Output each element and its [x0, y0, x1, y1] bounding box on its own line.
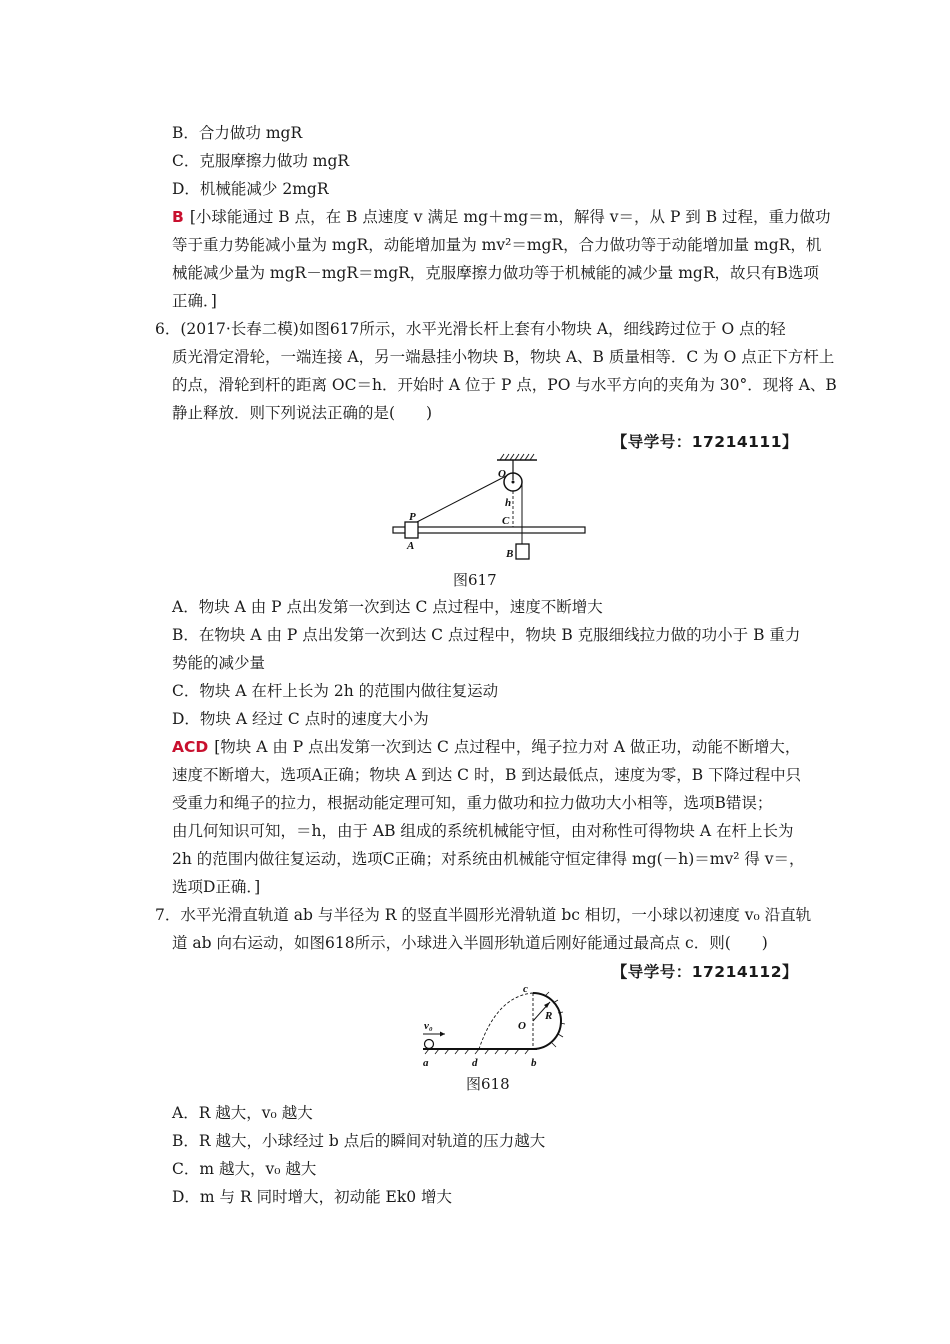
q6-stem-line: 静止释放．则下列说法正确的是( ) — [172, 404, 433, 422]
label-d: d — [472, 1057, 478, 1069]
q5-explanation-line: 等于重力势能减小量为 mgR，动能增加量为 mv²＝mgR，合力做功等于动能增加量 mgR，机 — [172, 236, 822, 254]
label-r: R — [545, 1010, 553, 1022]
q5-explanation-line: 正确．] — [172, 292, 217, 310]
q6-option-d: D．物块 A 经过 C 点时的速度大小为 — [172, 710, 429, 728]
label-v0: v₀ — [424, 1020, 433, 1032]
q7-option-a: A．R 越大，v₀ 越大 — [172, 1104, 313, 1122]
q5-option-c: C．克服摩擦力做功 mgR — [172, 152, 350, 170]
figure-617 — [385, 450, 595, 565]
label-a: a — [423, 1057, 429, 1069]
q7-option-c: C．m 越大，v₀ 越大 — [172, 1160, 317, 1178]
q5-explanation-text: [小球能通过 B 点，在 B 点速度 v 满足 mg＋mg＝m，解得 v＝，从 P 到 B 过程，重力做功 — [189, 208, 831, 226]
label-b: b — [531, 1057, 537, 1069]
label-p: P — [409, 511, 416, 523]
q5-option-d: D．机械能减少 2mgR — [172, 180, 329, 198]
label-b: B — [506, 548, 514, 560]
label-c: C — [502, 515, 510, 527]
q7-stem-line: 道 ab 向右运动，如图618所示，小球进入半圆形轨道后刚好能通过最高点 c．则( ) — [172, 934, 768, 952]
q7-stem-line: 7．水平光滑直轨道 ab 与半径为 R 的竖直半圆形光滑轨道 bc 相切，一小球以初速度 v₀ 沿直轨 — [155, 906, 812, 924]
q6-option-b-cont: 势能的减少量 — [172, 654, 266, 672]
q6-option-a: A．物块 A 由 P 点出发第一次到达 C 点过程中，速度不断增大 — [172, 598, 603, 616]
q6-explanation-text: [物块 A 由 P 点出发第一次到达 C 点过程中，绳子拉力对 A 做正功，动能不断增大， — [214, 738, 801, 756]
q6-stem-line: 6．(2017·长春二模)如图617所示，水平光滑长杆上套有小物块 A，细线跨过位于 O 点的轻 — [155, 320, 786, 338]
figure-618 — [415, 982, 565, 1072]
q7-option-b: B．R 越大，小球经过 b 点后的瞬间对轨道的压力越大 — [172, 1132, 546, 1150]
horizontal-rod — [393, 527, 585, 533]
q6-explanation-line: 受重力和绳子的拉力，根据动能定理可知，重力做功和拉力做功大小相等，选项B错误； — [172, 794, 773, 812]
label-c: c — [523, 983, 528, 995]
figure-618-caption: 图618 — [466, 1075, 510, 1093]
q7-option-d: D．m 与 R 同时增大，初动能 Ek0 增大 — [172, 1188, 452, 1206]
q6-explanation-line: 速度不断增大，选项A正确；物块 A 到达 C 时，B 到达最低点，速度为零，B 下降过程中只 — [172, 766, 802, 784]
q6-explanation-line: 2h 的范围内做往复运动，选项C正确；对系统由机械能守恒定律得 mg(－h)＝mv² 得 v＝， — [172, 850, 805, 868]
q5-answer-key: B — [172, 208, 184, 226]
q5-option-b: B．合力做功 mgR — [172, 124, 303, 142]
label-a: A — [407, 540, 415, 552]
q6-answer-key: ACD — [172, 738, 209, 756]
block-a — [405, 522, 418, 538]
q5-explanation-line — [172, 207, 831, 227]
q7-guide-number: 【导学号：17214112】 — [611, 963, 798, 981]
string-pa — [415, 476, 506, 523]
q6-option-c: C．物块 A 在杆上长为 2h 的范围内做往复运动 — [172, 682, 499, 700]
label-h: h — [505, 497, 512, 509]
q6-stem-line: 的点，滑轮到杆的距离 OC＝h．开始时 A 位于 P 点，PO 与水平方向的夹角为 30°．现将 A、B — [172, 376, 837, 394]
q5-explanation-line: 械能减少量为 mgR－mgR＝mgR，克服摩擦力做功等于机械能的减少量 mgR，故只有B选项 — [172, 264, 819, 282]
q6-option-b: B．在物块 A 由 P 点出发第一次到达 C 点过程中，物块 B 克服细线拉力做的功小于 B 重力 — [172, 626, 801, 644]
q6-explanation-line: 由几何知识可知，＝h，由于 AB 组成的系统机械能守恒，由对称性可得物块 A 在杆上长为 — [172, 822, 794, 840]
q6-explanation-line: 选项D正确．] — [172, 878, 261, 896]
q6-explanation-line — [172, 737, 800, 757]
ball — [425, 1040, 434, 1049]
q6-stem-line: 质光滑定滑轮，一端连接 A，另一端悬挂小物块 B，物块 A、B 质量相等．C 为 O 点正下方杆上 — [172, 348, 835, 366]
label-o: O — [498, 468, 506, 480]
q6-guide-number: 【导学号：17214111】 — [611, 433, 798, 451]
figure-617-caption: 图617 — [453, 571, 497, 589]
block-b — [516, 544, 529, 559]
label-o: O — [518, 1020, 526, 1032]
